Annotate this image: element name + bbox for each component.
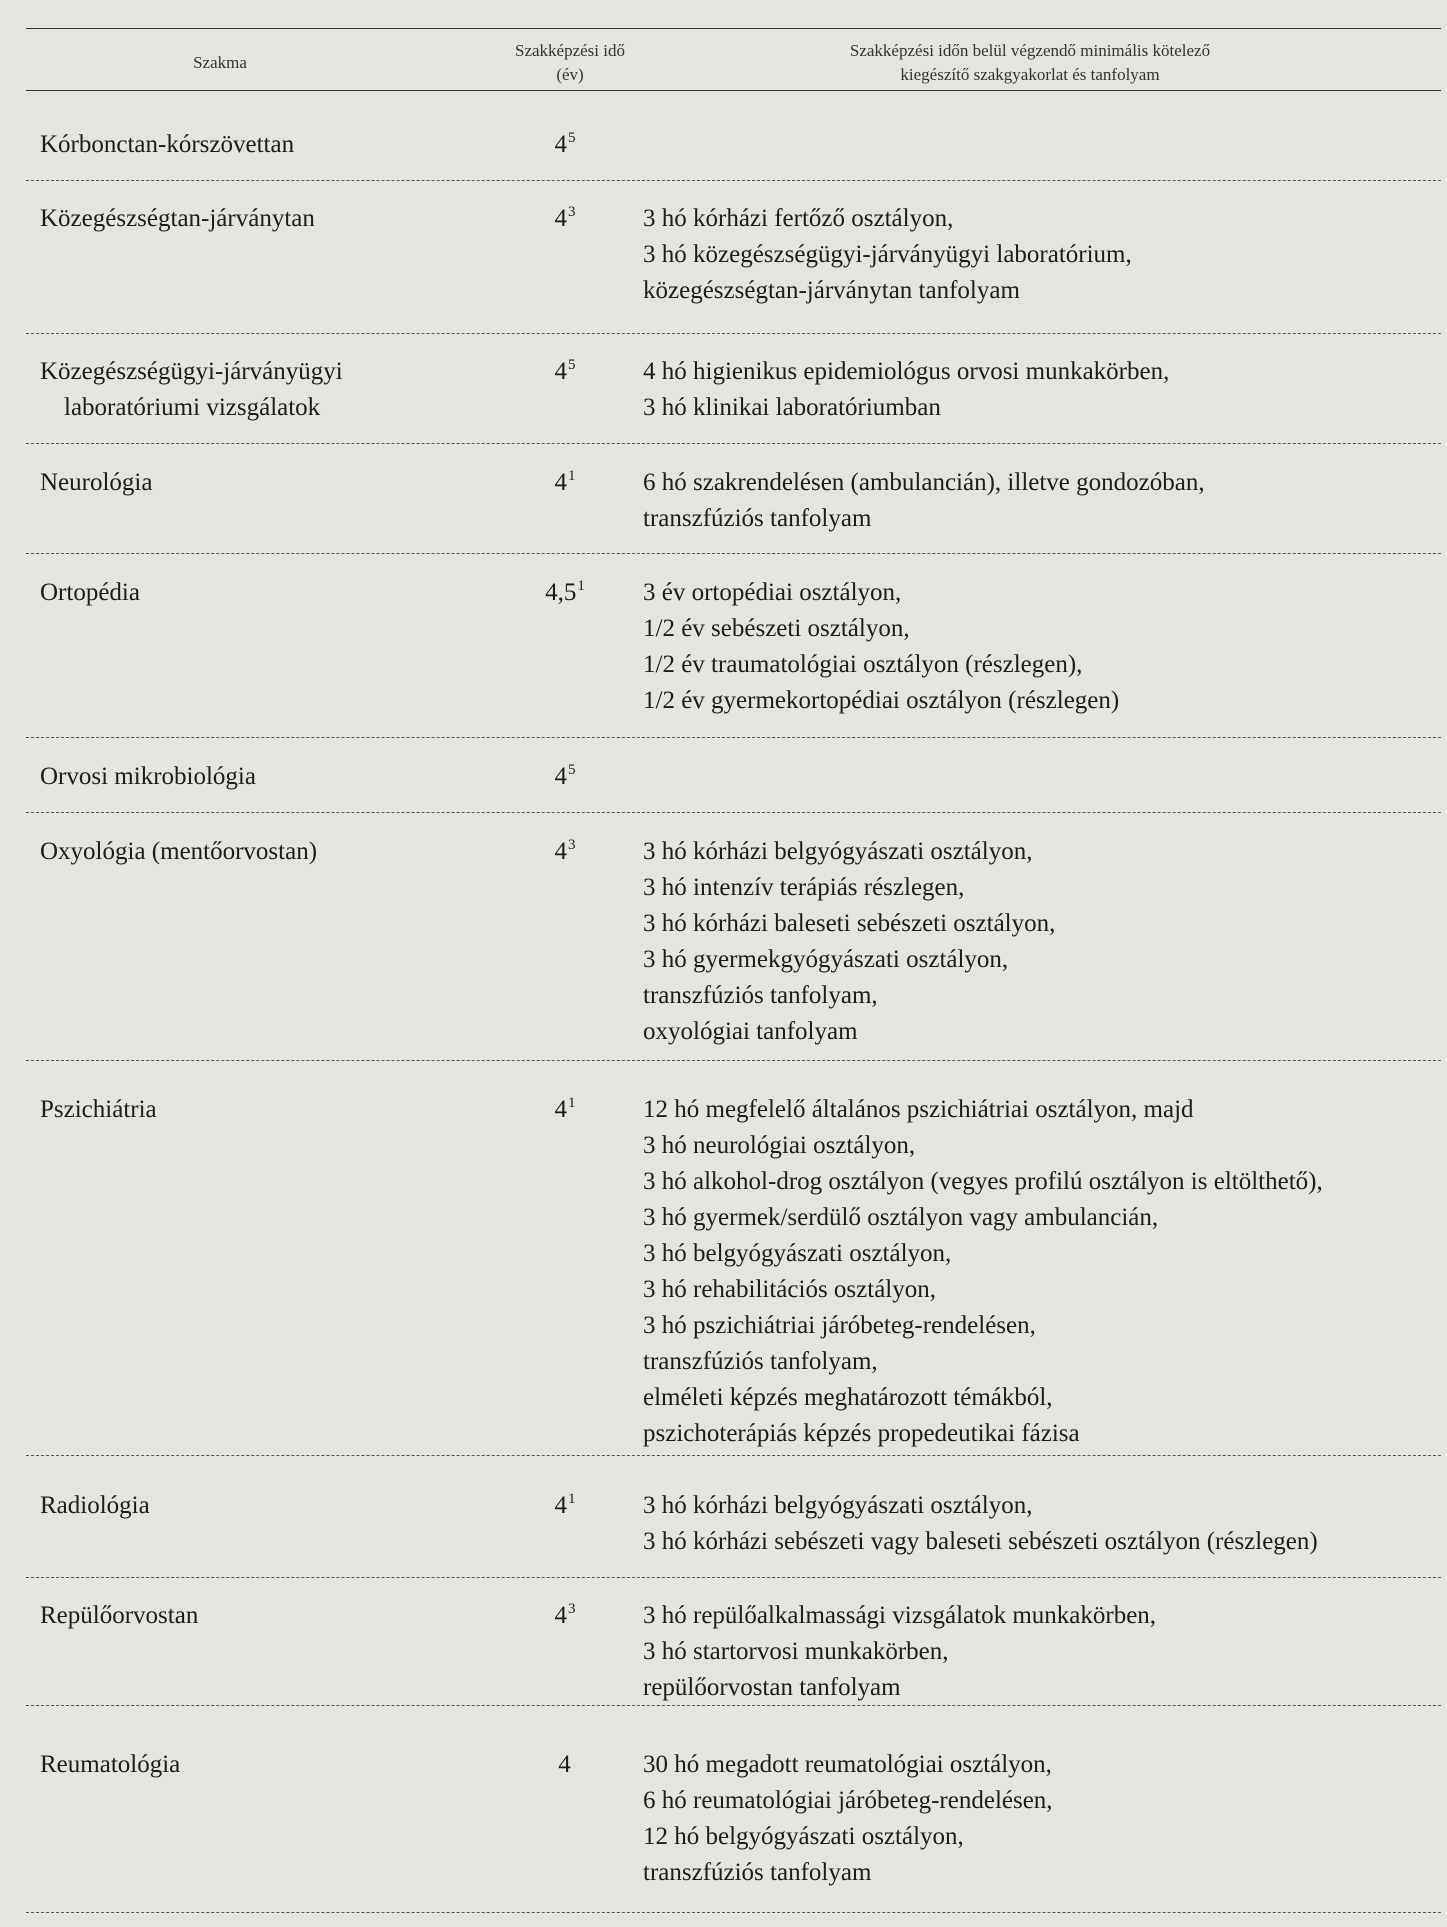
- specialty-name: [40, 1747, 560, 1783]
- requirement-item: transzfúziós tanfolyam: [643, 1859, 872, 1886]
- specialty-name-line: Oxyológia (mentőorvostan): [40, 838, 318, 865]
- duration-years: 4: [554, 205, 567, 232]
- requirement-item: 1/2 év traumatológiai osztályon (részlegen),: [643, 651, 1083, 678]
- specialty-name: [40, 575, 560, 611]
- duration-footnote-marker: 5: [568, 357, 576, 373]
- requirement-item: 3 hó intenzív terápiás részlegen,: [643, 874, 965, 901]
- specialty-name: [40, 127, 560, 163]
- specialty-name-line: Repülőorvostan: [40, 1602, 199, 1629]
- training-duration: [520, 834, 610, 873]
- requirements-list: [643, 465, 1443, 537]
- row-divider: [26, 737, 1441, 738]
- requirement-item: 3 hó neurológiai osztályon,: [643, 1132, 916, 1159]
- header-duration-line-2: (év): [556, 65, 584, 84]
- training-duration: [520, 465, 610, 504]
- duration-years: 4: [554, 763, 567, 790]
- requirement-item: 3 hó startorvosi munkakörben,: [643, 1638, 949, 1665]
- requirement-item: 3 hó kórházi sebészeti vagy baleseti sebészeti osztályon (részlegen): [643, 1528, 1318, 1555]
- requirement-item: elméleti képzés meghatározott témákból,: [643, 1384, 1053, 1411]
- header-requirements-line-2: kiegészítő szakgyakorlat és tanfolyam: [900, 65, 1160, 84]
- duration-footnote-marker: 3: [568, 1601, 576, 1617]
- requirements-list: [643, 1747, 1443, 1891]
- duration-years: 4: [554, 469, 567, 496]
- requirement-item: 3 hó közegészségügyi-járványügyi laboratórium,: [643, 241, 1132, 268]
- specialty-name: [40, 465, 560, 501]
- duration-footnote-marker: 5: [568, 762, 576, 778]
- requirements-list: [643, 201, 1443, 309]
- requirements-list: [643, 354, 1443, 426]
- training-duration: [520, 201, 610, 240]
- header-requirements: [700, 36, 1360, 90]
- training-duration: [520, 354, 610, 393]
- specialty-name-line: Reumatológia: [40, 1751, 181, 1778]
- specialty-name-line: Kórbonctan-kórszövettan: [40, 131, 295, 158]
- requirement-item: 3 hó kórházi fertőző osztályon,: [643, 205, 954, 232]
- row-divider: [26, 1577, 1441, 1578]
- specialty-name: [40, 759, 560, 795]
- row-divider: [26, 1455, 1441, 1456]
- training-duration: [520, 759, 610, 798]
- duration-years: 4: [554, 358, 567, 385]
- header-duration: [470, 36, 670, 90]
- requirement-item: 12 hó belgyógyászati osztályon,: [643, 1823, 964, 1850]
- duration-years: 4: [554, 1602, 567, 1629]
- requirement-item: 1/2 év sebészeti osztályon,: [643, 615, 910, 642]
- requirement-item: transzfúziós tanfolyam: [643, 505, 872, 532]
- requirement-item: 3 hó kórházi belgyógyászati osztályon,: [643, 1492, 1033, 1519]
- requirement-item: 1/2 év gyermekortopédiai osztályon (részlegen): [643, 687, 1120, 714]
- training-duration: [520, 1092, 610, 1131]
- requirement-item: transzfúziós tanfolyam,: [643, 982, 878, 1009]
- requirement-item: 3 hó klinikai laboratóriumban: [643, 394, 941, 421]
- specialty-name: [40, 834, 560, 870]
- requirement-item: 3 hó kórházi baleseti sebészeti osztályon,: [643, 910, 1056, 937]
- requirements-list: [643, 1488, 1443, 1560]
- requirement-item: 3 hó rehabilitációs osztályon,: [643, 1276, 936, 1303]
- duration-footnote-marker: 3: [568, 837, 576, 853]
- requirement-item: pszichoterápiás képzés propedeutikai fázisa: [643, 1420, 1080, 1447]
- requirement-item: 3 hó alkohol-drog osztályon (vegyes profilú osztályon is eltölthető),: [643, 1168, 1323, 1195]
- requirement-item: 3 hó pszichiátriai járóbeteg-rendelésen,: [643, 1312, 1036, 1339]
- row-divider: [26, 180, 1441, 181]
- duration-footnote-marker: 5: [568, 130, 576, 146]
- specialty-name: [40, 1488, 560, 1524]
- specialty-name-line: laboratóriumi vizsgálatok: [64, 394, 321, 421]
- requirement-item: 3 év ortopédiai osztályon,: [643, 579, 902, 606]
- requirement-item: 6 hó szakrendelésen (ambulancián), illetve gondozóban,: [643, 469, 1205, 496]
- header-bottom-rule: [26, 90, 1441, 91]
- duration-years: 4: [558, 1751, 571, 1778]
- requirements-list: [643, 834, 1443, 1050]
- row-divider: [26, 443, 1441, 444]
- specialty-name: [40, 1092, 560, 1128]
- requirement-item: 3 hó gyermekgyógyászati osztályon,: [643, 946, 1009, 973]
- duration-footnote-marker: 1: [568, 1095, 576, 1111]
- duration-footnote-marker: 1: [568, 1491, 576, 1507]
- row-divider: [26, 1060, 1441, 1061]
- requirement-item: közegészségtan-járványtan tanfolyam: [643, 277, 1020, 304]
- duration-years: 4: [554, 131, 567, 158]
- specialty-name-line: Közegészségügyi-járványügyi: [40, 358, 343, 385]
- requirement-item: repülőorvostan tanfolyam: [643, 1674, 901, 1701]
- duration-years: 4: [554, 1492, 567, 1519]
- duration-years: 4: [554, 1096, 567, 1123]
- specialty-name-line: Közegészségtan-járványtan: [40, 205, 315, 232]
- training-duration: [520, 575, 610, 614]
- specialty-name-line: Orvosi mikrobiológia: [40, 763, 256, 790]
- header-duration-line-1: Szakképzési idő: [515, 41, 625, 60]
- requirements-list: [643, 1598, 1443, 1706]
- duration-footnote-marker: 1: [568, 468, 576, 484]
- specialty-name-line: Pszichiátria: [40, 1096, 157, 1123]
- header-specialty-label: Szakma: [193, 53, 247, 72]
- requirement-item: transzfúziós tanfolyam,: [643, 1348, 878, 1375]
- row-divider: [26, 1705, 1441, 1706]
- requirement-item: 30 hó megadott reumatológiai osztályon,: [643, 1751, 1052, 1778]
- specialty-name-line: Radiológia: [40, 1492, 150, 1519]
- requirement-item: 6 hó reumatológiai járóbeteg-rendelésen,: [643, 1787, 1053, 1814]
- requirements-list: [643, 575, 1443, 719]
- training-duration: [520, 1488, 610, 1527]
- row-divider: [26, 553, 1441, 554]
- training-duration: [520, 1747, 610, 1786]
- requirement-item: 3 hó gyermek/serdülő osztályon vagy ambulancián,: [643, 1204, 1159, 1231]
- duration-footnote-marker: 1: [577, 578, 585, 594]
- duration-footnote-marker: 3: [568, 204, 576, 220]
- row-divider: [26, 333, 1441, 334]
- specialty-name: [40, 1598, 560, 1634]
- table-top-rule: [26, 28, 1441, 29]
- requirement-item: 12 hó megfelelő általános pszichiátriai osztályon, majd: [643, 1096, 1194, 1123]
- requirement-item: 3 hó belgyógyászati osztályon,: [643, 1240, 952, 1267]
- duration-years: 4,5: [545, 579, 577, 606]
- training-duration: [520, 127, 610, 166]
- requirement-item: 4 hó higienikus epidemiológus orvosi munkakörben,: [643, 358, 1170, 385]
- requirement-item: 3 hó kórházi belgyógyászati osztályon,: [643, 838, 1033, 865]
- requirements-list: [643, 1092, 1443, 1452]
- row-divider: [26, 1912, 1441, 1913]
- header-specialty: [120, 36, 320, 90]
- specialty-name: [40, 354, 560, 426]
- duration-years: 4: [554, 838, 567, 865]
- specialty-name: [40, 201, 560, 237]
- training-duration: [520, 1598, 610, 1637]
- row-divider: [26, 812, 1441, 813]
- specialty-name-line: Neurológia: [40, 469, 153, 496]
- requirement-item: 3 hó repülőalkalmassági vizsgálatok munkakörben,: [643, 1602, 1157, 1629]
- header-requirements-line-1: Szakképzési időn belül végzendő minimális kötelező: [849, 41, 1211, 60]
- specialty-name-line: Ortopédia: [40, 579, 140, 606]
- requirement-item: oxyológiai tanfolyam: [643, 1018, 858, 1045]
